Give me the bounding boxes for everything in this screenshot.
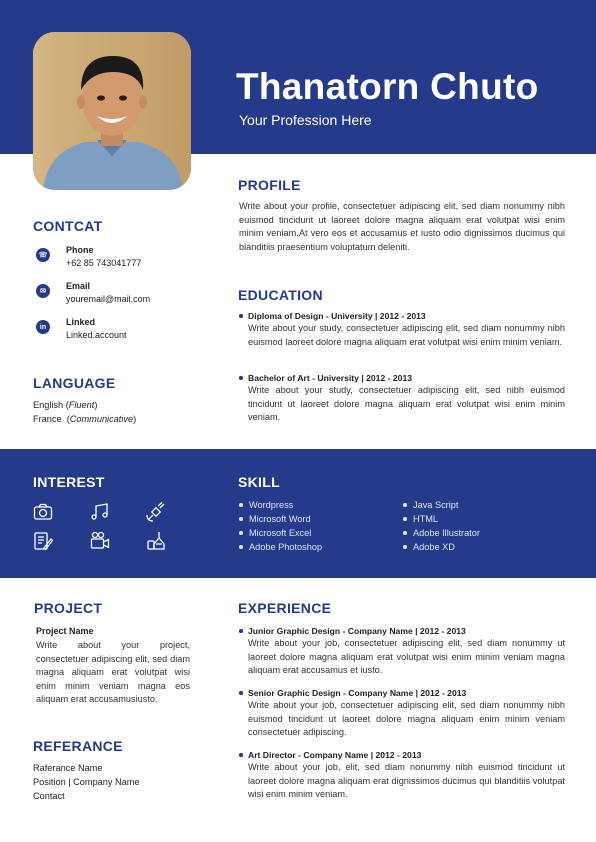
experience-description: Write about your job, consectetuer adipiscing elit, sed diam nonummy ut laoreet dolore magna aliquam erat volutpat wisi enim minim veniam magna aliquam erat accusamus et iusto.	[248, 638, 565, 676]
music-icon	[90, 502, 110, 522]
phone-value: +62 85 743041777	[66, 258, 142, 268]
experience-description: Write about your job, consectetuer adipiscing elit, sed diam nonummy nibh euismod tincidunt ut laoreet dolore magna aliquam enim minim veniam consectetuer adipiscing.	[248, 700, 565, 738]
skill-item: Java Script	[403, 498, 480, 512]
experience-title: Senior Graphic Design - Company Name | 2012 - 2013	[239, 688, 565, 698]
phone-icon: ☏	[36, 248, 50, 262]
education-description: Write about your study, consectetuer adipiscing elit, sed nibh euismod tincidunt ut laoreet dolore magna aliquam erat volutpat wisi enim minim veniam.	[248, 385, 565, 423]
project-text: Write about your project, consectetuer adipiscing elit, sed diam magna aliquam erat volutpat wisi enim minim veniam magna eos aliquam erat accusamusiusto.	[36, 640, 190, 705]
education-title: Bachelor of Art - University | 2012 - 2013	[239, 373, 565, 383]
skill-item: HTML	[403, 512, 480, 526]
project-title: Project Name	[36, 626, 94, 636]
education-entry	[239, 311, 565, 349]
video-camera-icon	[90, 531, 110, 551]
language-level: Fluent	[68, 400, 95, 410]
experience-title: Junior Graphic Design - Company Name | 2012 - 2013	[239, 626, 565, 636]
language-item: France (Communicative)	[33, 414, 137, 424]
education-title: Diploma of Design - University | 2012 - 2013	[239, 311, 565, 321]
email-value: youremail@mail.com	[66, 294, 151, 304]
reference-position: Position | Company Name	[33, 777, 140, 787]
candidate-name: Thanatorn Chuto	[236, 66, 539, 107]
contact-label: Linked	[66, 317, 96, 327]
education-entry	[239, 373, 565, 425]
experience-entry	[239, 688, 565, 740]
language-heading: LANGUAGE	[33, 375, 116, 391]
reference-name: Raferance Name	[33, 763, 103, 773]
skill-item: Microsoft Word	[239, 512, 322, 526]
contact-heading: CONTCAT	[33, 218, 103, 234]
skill-heading: SKILL	[238, 474, 280, 490]
linkedin-value: Linked.account	[66, 330, 127, 340]
satellite-icon	[146, 502, 166, 522]
potion-icon	[146, 531, 166, 551]
experience-entry	[239, 626, 565, 678]
language-level: Communicative	[69, 414, 134, 424]
reference-heading: REFERANCE	[33, 738, 123, 754]
interest-icons	[33, 502, 173, 552]
contact-label: Email	[66, 281, 91, 291]
skill-item: Adobe XD	[403, 540, 480, 554]
camera-icon	[33, 502, 53, 522]
language-item: English (Fluent)	[33, 400, 98, 410]
interest-heading: INTEREST	[33, 474, 105, 490]
skill-item: Microsoft Excel	[239, 526, 322, 540]
education-description: Write about your study, consectetuer adipiscing elit, sed diam nonummy nibh euismod laoreet dolore magna aliquam erat volutpat wisi enim minim veniam.	[248, 323, 565, 347]
experience-description: Write about your job, elit, sed diam nonummy nibh euismod tincidunt ut laoreet dolore magna aliquam erat dignissimos ducimus qui blanditiis volutpat wisi enim minim veniam.	[248, 762, 565, 800]
linkedin-icon: in	[36, 320, 50, 334]
email-icon: ✉	[36, 284, 50, 298]
experience-title: Art Director - Company Name | 2012 - 2013	[239, 750, 565, 760]
education-heading: EDUCATION	[238, 287, 323, 303]
project-heading: PROJECT	[34, 600, 103, 616]
experience-heading: EXPERIENCE	[238, 600, 332, 616]
portrait-illustration	[33, 32, 191, 190]
skill-item: Wordpress	[239, 498, 322, 512]
language-name: English	[33, 400, 64, 410]
skill-list-left	[239, 498, 322, 554]
writing-icon	[33, 531, 53, 551]
skill-item: Adobe Illustrator	[403, 526, 480, 540]
contact-label: Phone	[66, 245, 94, 255]
skill-list-right	[403, 498, 480, 554]
reference-contact: Contact	[33, 791, 65, 801]
skill-item: Adobe Photoshop	[239, 540, 322, 554]
profession-title: Your Profession Here	[239, 112, 372, 128]
profile-heading: PROFILE	[238, 177, 301, 193]
language-name: France	[33, 414, 62, 424]
profile-text: Write about your profile, consectetuer adipiscing elit, sed diam nonummy nibh euismod tincidunt ut laoreet dolore magna aliquam erat volutpat wisi enim minim veniam.At vero eos et accusamus et iusto odio dignissimos ducimus qui blanditiis praesentium voluptatum deleniti.	[239, 201, 565, 252]
experience-entry	[239, 750, 565, 802]
profile-photo	[33, 32, 191, 190]
